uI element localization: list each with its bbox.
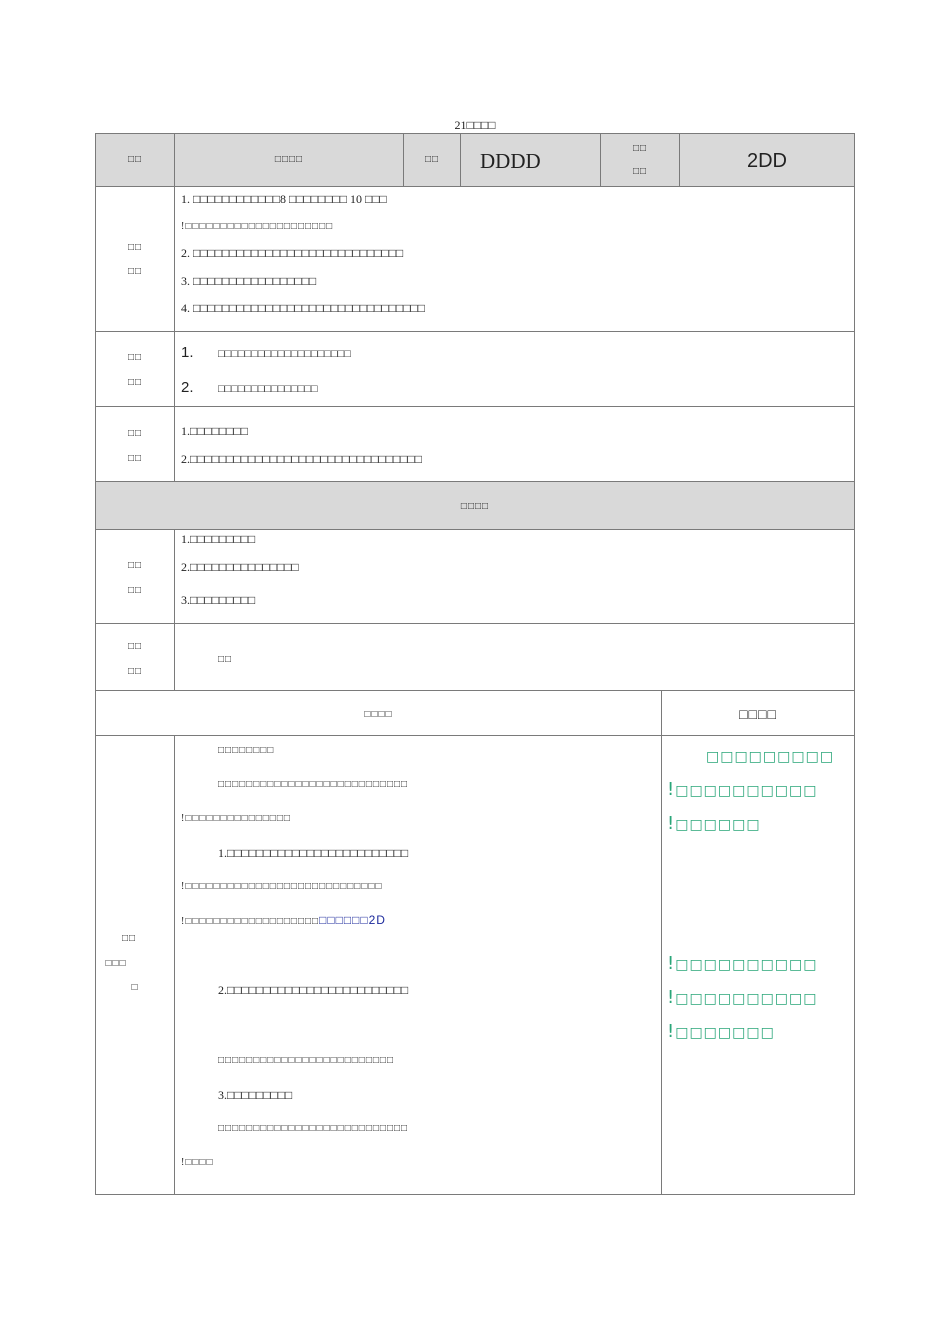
section1-item-1-cont: !□□□□□□□□□□□□□□□□□□□□□ bbox=[181, 221, 334, 232]
section1-item-1: 1. □□□□□□□□□□□□8 □□□□□□□□ 10 □□□ bbox=[181, 192, 387, 206]
section2-label-line1: □□ bbox=[127, 352, 143, 363]
process-note-4: !□□□□□□□□□□ bbox=[667, 953, 818, 974]
section3-label-line2: □□ bbox=[127, 453, 143, 464]
process-line-10: □□□□□□□□□□□□□□□□□□□□□□□□□□□ bbox=[218, 1123, 409, 1134]
section5-label-line1: □□ bbox=[127, 641, 143, 652]
section4-label-line1: □□ bbox=[127, 560, 143, 571]
section5-text: □□ bbox=[218, 654, 233, 665]
process-line-6 bbox=[181, 912, 386, 930]
header-cell-3: □□ bbox=[424, 154, 440, 165]
header-cell-5-line1: □□ bbox=[632, 143, 648, 154]
process-label-line3: □ bbox=[131, 982, 139, 993]
header-cell-6: 2DD bbox=[746, 150, 787, 172]
section3-item-2: 2.□□□□□□□□□□□□□□□□□□□□□□□□□□□□□□□□ bbox=[181, 452, 422, 466]
section4-item-2: 2.□□□□□□□□□□□□□□□ bbox=[181, 560, 299, 574]
process-label-line2: □□□ bbox=[105, 958, 127, 969]
process-header-left: □□□□ bbox=[364, 709, 393, 720]
section1-item-3: 3. □□□□□□□□□□□□□□□□□ bbox=[181, 274, 317, 288]
process-label-line1: □□ bbox=[121, 933, 137, 944]
header-cell-4: DDDD bbox=[480, 149, 541, 173]
process-line-11: !□□□□ bbox=[181, 1157, 214, 1168]
process-note-6: !□□□□□□□ bbox=[667, 1021, 775, 1042]
process-line-7: 2.□□□□□□□□□□□□□□□□□□□□□□□□□ bbox=[218, 983, 409, 997]
process-line-2: □□□□□□□□□□□□□□□□□□□□□□□□□□□ bbox=[218, 779, 409, 790]
process-line-3: !□□□□□□□□□□□□□□□ bbox=[181, 813, 291, 824]
section1-label-line1: □□ bbox=[127, 242, 143, 253]
section4-item-1: 1.□□□□□□□□□ bbox=[181, 532, 256, 546]
section4-label-line2: □□ bbox=[127, 585, 143, 596]
process-line-9: 3.□□□□□□□□□ bbox=[218, 1088, 293, 1102]
section1-item-2: 2. □□□□□□□□□□□□□□□□□□□□□□□□□□□□□ bbox=[181, 246, 404, 260]
process-line-1: □□□□□□□□ bbox=[218, 745, 275, 756]
process-line-5: !□□□□□□□□□□□□□□□□□□□□□□□□□□□□ bbox=[181, 881, 383, 892]
divider-title: □□□□ bbox=[460, 501, 490, 512]
process-note-5: !□□□□□□□□□□ bbox=[667, 987, 818, 1008]
section3-label-line1: □□ bbox=[127, 428, 143, 439]
section2-item-2: □□□□□□□□□□□□□□□ bbox=[218, 383, 318, 395]
process-note-3: !□□□□□□ bbox=[667, 813, 761, 834]
process-note-2: !□□□□□□□□□□ bbox=[667, 779, 818, 800]
document-title: 21□□□□ bbox=[454, 118, 496, 132]
section1-item-4: 4. □□□□□□□□□□□□□□□□□□□□□□□□□□□□□□□□ bbox=[181, 301, 425, 315]
section5-label-line2: □□ bbox=[127, 666, 143, 677]
process-line-6-text: !□□□□□□□□□□□□□□□□□□□ bbox=[181, 916, 320, 927]
section2-label-line2: □□ bbox=[127, 377, 143, 388]
process-line-8: □□□□□□□□□□□□□□□□□□□□□□□□□ bbox=[218, 1055, 395, 1066]
section4-item-3: 3.□□□□□□□□□ bbox=[181, 593, 256, 607]
section1-label-line2: □□ bbox=[127, 266, 143, 277]
header-cell-1: □□ bbox=[127, 154, 143, 165]
section2-item-1-number: 1. bbox=[181, 344, 194, 361]
process-note-1: □□□□□□□□□ bbox=[706, 749, 835, 765]
process-line-4: 1.□□□□□□□□□□□□□□□□□□□□□□□□□ bbox=[218, 846, 409, 860]
section3-item-1: 1.□□□□□□□□ bbox=[181, 424, 248, 438]
process-line-6-highlight: □□□□□□2D bbox=[319, 913, 386, 927]
section2-item-1: □□□□□□□□□□□□□□□□□□□□ bbox=[218, 348, 351, 360]
header-cell-2: □□□□ bbox=[274, 154, 304, 165]
process-header-right: □□□□ bbox=[739, 706, 777, 722]
section2-item-2-number: 2. bbox=[181, 379, 194, 396]
header-cell-5-line2: □□ bbox=[632, 166, 648, 177]
